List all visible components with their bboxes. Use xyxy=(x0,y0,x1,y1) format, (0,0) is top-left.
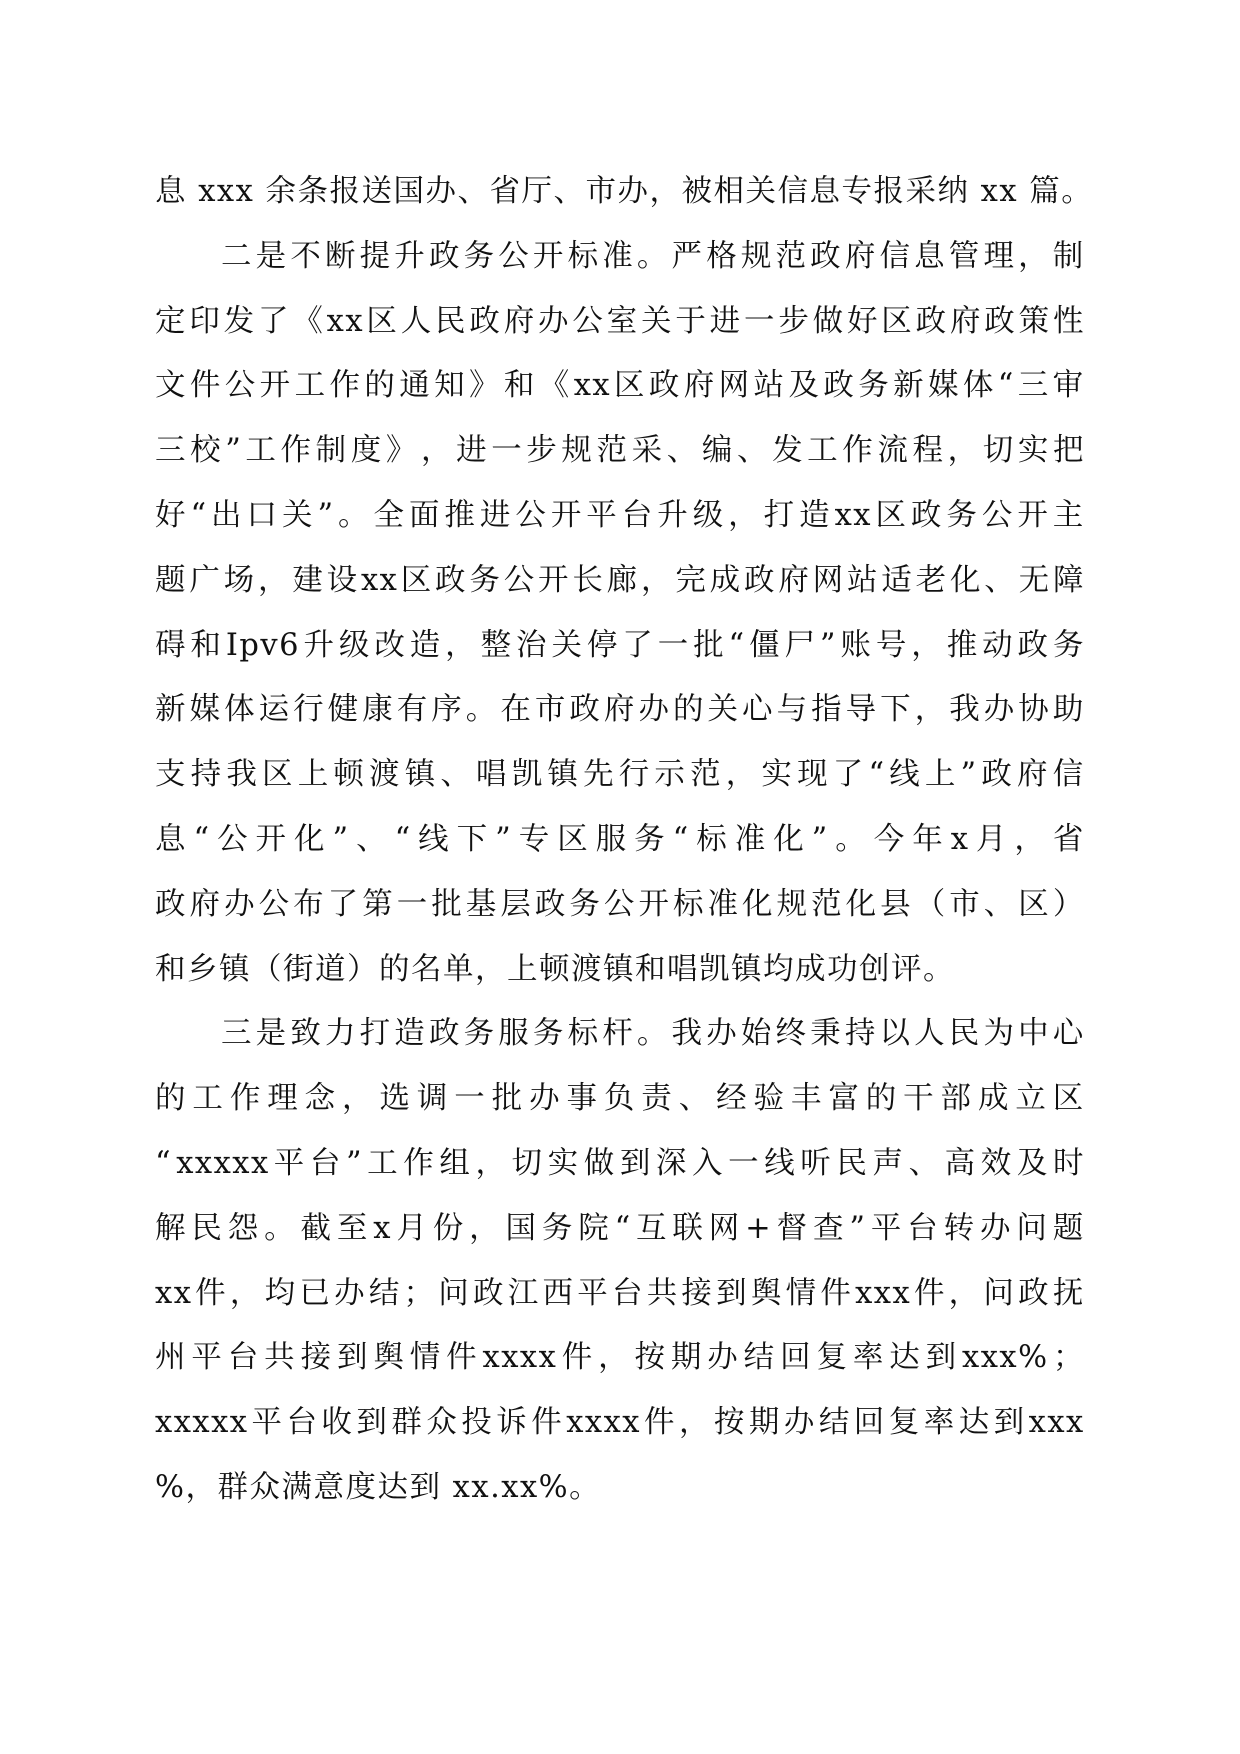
text-line: 政 府 办 公 布 了 第 一 批 基 层 政 务 公 开 标 准 化 规 范 化 县 （ 市 、 区 ） xyxy=(155,886,1085,922)
body-text xyxy=(155,160,1094,1521)
text-line: 息 “ 公 开 化 ” 、 “ 线 下 ” 专 区 服 务 “ 标 准 化 ” 。 今 年 x 月 ， 省 xyxy=(155,821,1085,857)
text-line: 和乡镇（街道）的名单，上顿渡镇和唱凯镇均成功创评。 xyxy=(155,951,955,987)
text-line: 支 持 我 区 上 顿 渡 镇 、 唱 凯 镇 先 行 示 范 ， 实 现 了 “ 线 上 ” 政 府 信 xyxy=(155,757,1085,793)
text-line: 文 件 公 开 工 作 的 通 知 》 和 《 xx 区 政 府 网 站 及 政 务 新 媒 体 “ 三 审 xyxy=(155,368,1085,404)
text-line: 二 是 不 断 提 升 政 务 公 开 标 准 。 严 格 规 范 政 府 信 息 管 理 ， 制 xyxy=(221,238,1085,274)
text-line: 解 民 怨 。 截 至 x 月 份 ， 国 务 院 “ 互 联 网 + 督 查 ” 平 台 转 办 问 题 xyxy=(155,1210,1085,1246)
text-line: 定 印 发 了 《 xx 区 人 民 政 府 办 公 室 关 于 进 一 步 做 好 区 政 府 政 策 性 xyxy=(155,303,1085,339)
text-line: 新 媒 体 运 行 健 康 有 序 。 在 市 政 府 办 的 关 心 与 指 导 下 ， 我 办 协 助 xyxy=(155,692,1085,728)
text-line: %，群众满意度达到 xx.xx%。 xyxy=(155,1469,602,1505)
text-line: 三 是 致 力 打 造 政 务 服 务 标 杆 。 我 办 始 终 秉 持 以 人 民 为 中 心 xyxy=(221,1016,1085,1052)
text-line: “ xxxxx 平 台 ” 工 作 组 ， 切 实 做 到 深 入 一 线 听 民 声 、 高 效 及 时 xyxy=(155,1145,1085,1181)
text-line: xx 件 ， 均 已 办 结 ； 问 政 江 西 平 台 共 接 到 舆 情 件 xxx 件 ， 问 政 抚 xyxy=(155,1275,1085,1311)
text-line: 题 广 场 ， 建 设 xx 区 政 务 公 开 长 廊 ， 完 成 政 府 网 站 适 老 化 、 无 障 xyxy=(155,562,1085,598)
text-line: 的 工 作 理 念 ， 选 调 一 批 办 事 负 责 、 经 验 丰 富 的 干 部 成 立 区 xyxy=(155,1081,1085,1117)
text-line: xxxxx 平 台 收 到 群 众 投 诉 件 xxxx 件 ， 按 期 办 结 回 复 率 达 到 xxx xyxy=(155,1405,1085,1441)
text-line: 州 平 台 共 接 到 舆 情 件 xxxx 件 ， 按 期 办 结 回 复 率 达 到 xxx% ； xyxy=(155,1340,1085,1376)
text-line: 三 校 ” 工 作 制 度 》 ， 进 一 步 规 范 采 、 编 、 发 工 作 流 程 ， 切 实 把 xyxy=(155,433,1085,469)
text-line: 好 “ 出 口 关 ” 。 全 面 推 进 公 开 平 台 升 级 ， 打 造 xx 区 政 务 公 开 主 xyxy=(155,497,1085,533)
text-line: 碍 和 Ipv6 升 级 改 造 ， 整 治 关 停 了 一 批 “ 僵 尸 ” 账 号 ， 推 动 政 务 xyxy=(155,627,1085,663)
text-line: 息 xxx 余条报送国办、省厅、市办，被相关信息专报采纳 xx 篇。 xyxy=(155,174,1094,209)
